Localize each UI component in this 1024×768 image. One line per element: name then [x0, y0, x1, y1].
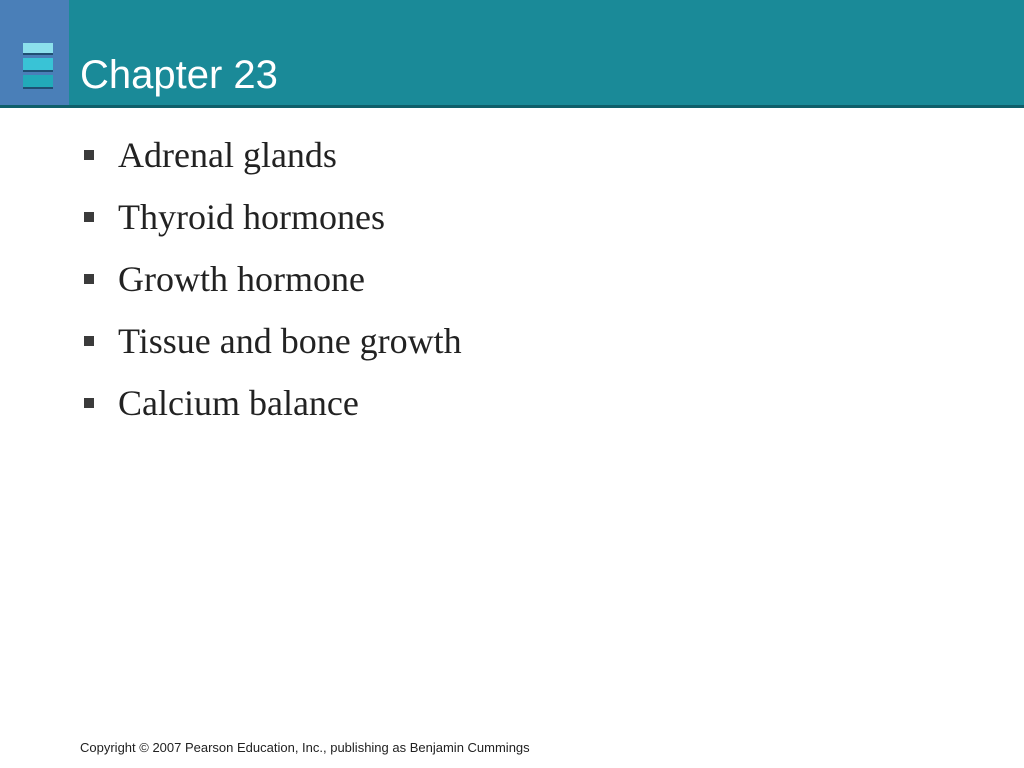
stacked-bars-icon — [23, 43, 53, 92]
square-bullet-icon — [84, 336, 94, 346]
copyright-footer: Copyright © 2007 Pearson Education, Inc., publishing as Benjamin Cummings — [80, 740, 530, 755]
square-bullet-icon — [84, 212, 94, 222]
bullet-item — [80, 310, 462, 372]
bullet-item — [80, 372, 462, 434]
stack-bar-middle — [23, 58, 53, 72]
bullet-text: Growth hormone — [118, 259, 365, 299]
bullet-item — [80, 186, 462, 248]
stack-bar-bottom — [23, 75, 53, 89]
square-bullet-icon — [84, 398, 94, 408]
slide-title: Chapter 23 — [80, 53, 278, 97]
bullet-item — [80, 124, 462, 186]
square-bullet-icon — [84, 274, 94, 284]
bullet-list — [80, 124, 462, 434]
bullet-text: Calcium balance — [118, 383, 359, 423]
square-bullet-icon — [84, 150, 94, 160]
bullet-item — [80, 248, 462, 310]
header-rule — [0, 105, 1024, 108]
bullet-text: Tissue and bone growth — [118, 321, 462, 361]
bullet-text: Thyroid hormones — [118, 197, 385, 237]
stack-bar-top — [23, 43, 53, 55]
bullet-text: Adrenal glands — [118, 135, 337, 175]
